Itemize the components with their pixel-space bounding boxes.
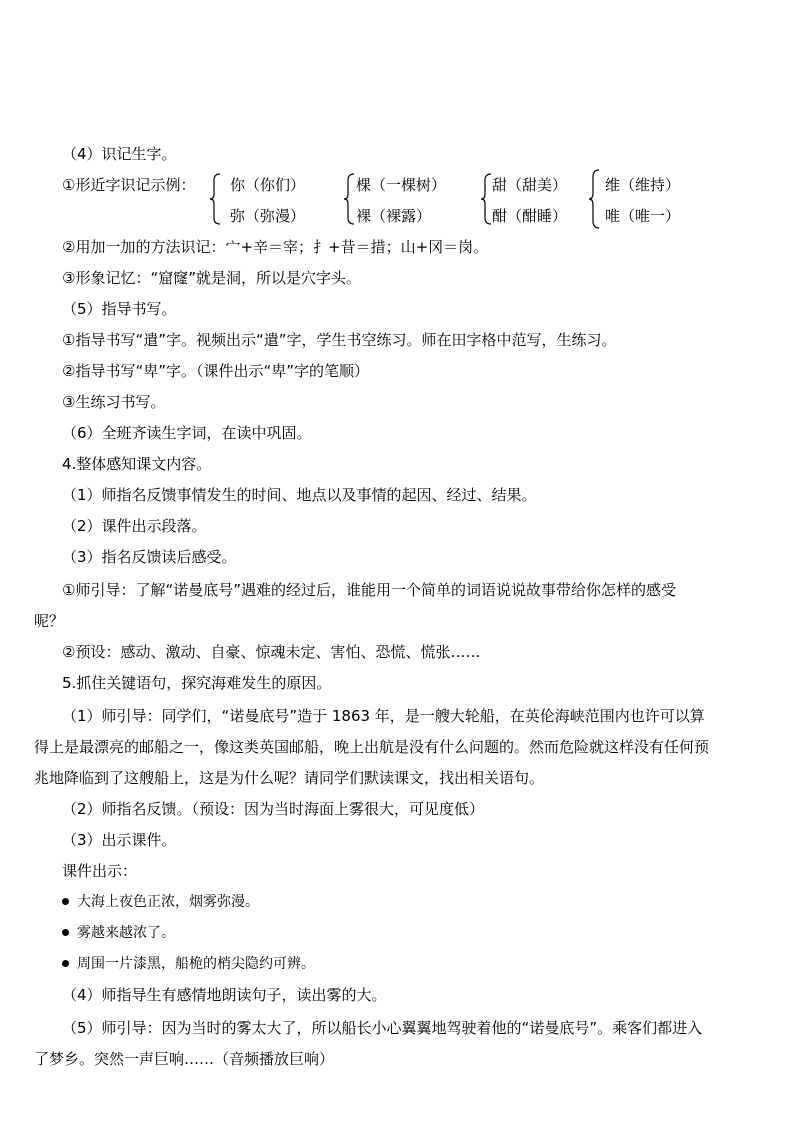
feedback-line: （2）师指名反馈。（预设：因为当时海面上雾很大，可见度低） (62, 800, 485, 818)
step-6-heading: （6）全班齐读生字词，在读中巩固。 (62, 424, 312, 442)
teacher-guide-line-cont: 呢？ (34, 612, 65, 630)
sub-1-line: （1）师指名反馈事情发生的时间、地点以及事情的起因、经过、结果。 (62, 486, 537, 504)
preset-line: ②预设：感动、激动、自豪、惊魂未定、害怕、恐慌、慌张…… (62, 643, 481, 661)
show-courseware-line: （3）出示课件。 (62, 831, 177, 849)
left-brace-icon (480, 172, 492, 226)
image-memory-line: ③形象记忆：“窟窿”就是洞，所以是穴字头。 (62, 269, 361, 287)
char-example: 甜（甜美） (492, 176, 568, 194)
bullet-icon (62, 898, 69, 905)
bullet-sentence: 大海上夜色正浓，烟雾弥漫。 (62, 892, 259, 912)
reading-guide-line: （4）师指导生有感情地朗读句子，读出雾的大。 (62, 986, 387, 1004)
char-example: 唯（唯一） (605, 207, 681, 225)
left-brace-icon (588, 168, 600, 230)
courseware-label: 课件出示： (62, 862, 138, 880)
bullet-icon (62, 960, 69, 967)
section-4-heading: 4.整体感知课文内容。 (62, 455, 212, 473)
section-5-heading: 5.抓住关键语句，探究海难发生的原因。 (62, 674, 332, 692)
sub-2-line: （2）课件出示段落。 (62, 517, 207, 535)
sub-3-line: （3）指名反馈读后感受。 (62, 548, 237, 566)
char-example: 弥（弥漫） (230, 207, 306, 225)
char-example: 你（你们） (230, 176, 306, 194)
left-brace-icon (209, 172, 221, 226)
add-method-line: ②用加一加的方法识记：宀+辛＝宰；扌+昔＝措；山+冈＝岗。 (62, 238, 489, 256)
writing-guide-2: ②指导书写“卑”字。（课件出示“卑”字的笔顺） (62, 362, 370, 380)
similar-chars-label: ①形近字识记示例： (62, 176, 196, 194)
char-example: 维（维持） (605, 176, 681, 194)
bullet-sentence: 雾越来越浓了。 (62, 923, 175, 943)
step-5-heading: （5）指导书写。 (62, 300, 177, 318)
bullet-icon (62, 929, 69, 936)
left-brace-icon (343, 172, 355, 226)
char-example: 棵（一棵树） (356, 176, 447, 194)
paragraph-line: （5）师引导：因为当时的雾太大了，所以船长小心翼翼地驾驶着他的“诺曼底号”。乘客们都进入 (62, 1019, 703, 1037)
char-example: 裸（裸露） (356, 207, 432, 225)
paragraph-line: 兆地降临到了这艘船上，这是为什么呢？请同学们默读课文，找出相关语句。 (34, 769, 545, 787)
writing-guide-1: ①指导书写“遣”字。视频出示“遣”字，学生书空练习。师在田字格中范写，生练习。 (62, 331, 617, 349)
bullet-sentence: 周围一片漆黑，船桅的梢尖隐约可辨。 (62, 954, 315, 974)
paragraph-line: （1）师引导：同学们，“诺曼底号”造于 1863 年，是一艘大轮船，在英伦海峡范围内也许可以算 (62, 707, 705, 725)
char-example: 酣（酣睡） (492, 207, 568, 225)
paragraph-line: 了梦乡。突然一声巨响……（音频播放巨响） (34, 1050, 335, 1068)
teacher-guide-line: ①师引导：了解“诺曼底号”遇难的经过后，谁能用一个简单的词语说说故事带给你怎样的感受 (62, 581, 676, 599)
writing-guide-3: ③生练习书写。 (62, 393, 166, 411)
step-4-heading: （4）识记生字。 (62, 145, 177, 163)
paragraph-line: 得上是最漂亮的邮船之一，像这类英国邮船，晚上出航是没有什么问题的。然而危险就这样没有任何预 (34, 738, 710, 756)
